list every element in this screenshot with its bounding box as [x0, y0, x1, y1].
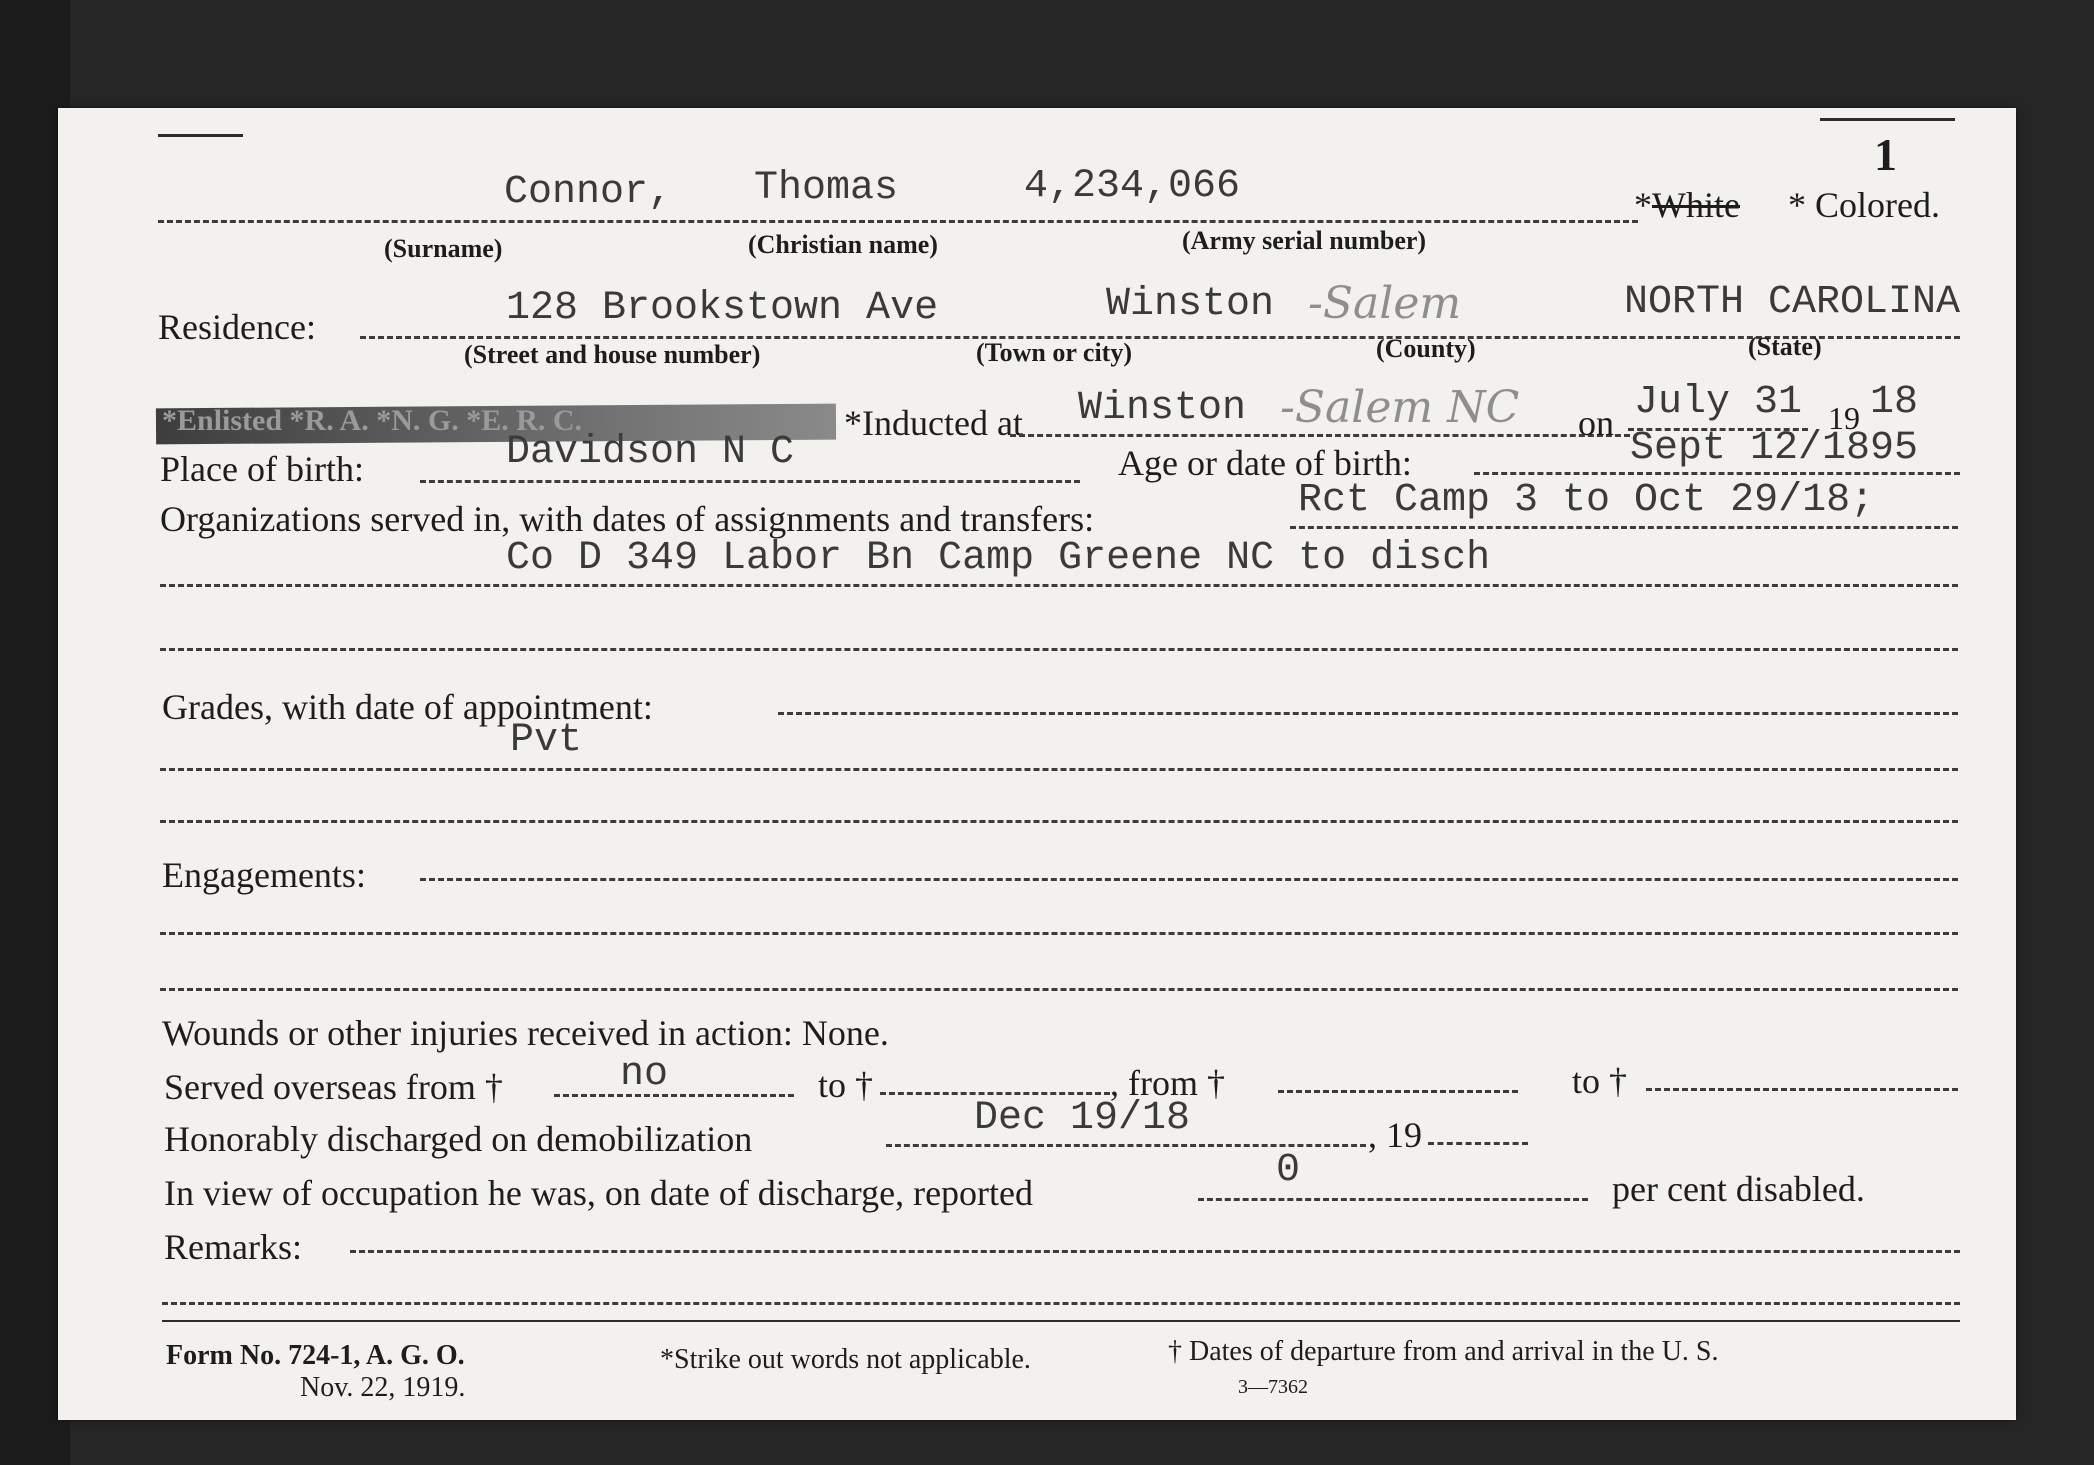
overseas-to2-label: to †: [1572, 1061, 1628, 1101]
engagements-line-2: [160, 932, 1958, 935]
discharge-year-line: [1428, 1142, 1528, 1145]
engagements-line-3: [160, 988, 1958, 991]
christian-name-value: Thomas: [754, 166, 899, 211]
form-date: Nov. 22, 1919.: [300, 1372, 466, 1403]
disability-line: [1198, 1198, 1588, 1201]
race-white: *White: [1634, 185, 1740, 225]
overseas-to-line: [880, 1092, 1110, 1095]
induction-date: July 31: [1634, 380, 1803, 425]
induction-year-suffix: 18: [1870, 380, 1919, 425]
enlisted-options: *Enlisted *R. A. *N. G. *E. R. C.: [162, 404, 583, 437]
inducted-place-handwritten: -Salem NC: [1280, 382, 1520, 433]
organizations-value-1: Rct Camp 3 to Oct 29/18;: [1298, 478, 1875, 523]
organizations-line-2: [160, 584, 1958, 587]
organizations-value-2: Co D 349 Labor Bn Camp Greene NC to disch: [506, 536, 1491, 581]
residence-label: Residence:: [158, 307, 316, 347]
organizations-line-1: [1290, 526, 1958, 529]
footer-rule: [162, 1320, 1960, 1322]
surname-value: Connor,: [504, 170, 673, 215]
overseas-to2-line: [1646, 1088, 1958, 1091]
inducted-place-typed: Winston: [1078, 386, 1247, 431]
residence-street: 128 Brookstown Ave: [506, 286, 939, 331]
overseas-from2-label: , from †: [1110, 1063, 1225, 1103]
state-caption: (State): [1748, 332, 1822, 361]
strike-note: *Strike out words not applicable.: [660, 1344, 1031, 1375]
disability-value: 0: [1276, 1148, 1301, 1193]
disability-label: In view of occupation he was, on date of discharge, reported: [164, 1173, 1034, 1213]
induction-year-prefix: 19: [1828, 400, 1860, 436]
race-colored: * Colored.: [1788, 185, 1940, 225]
grades-label: Grades, with date of appointment:: [162, 687, 653, 727]
grades-line-3: [160, 820, 1958, 823]
service-record-card: [58, 108, 2016, 1420]
inducted-at-label: *Inducted at: [844, 403, 1023, 443]
residence-state: NORTH CAROLINA: [1624, 280, 1961, 325]
overseas-to-label: to †: [818, 1065, 874, 1105]
overseas-from-label: Served overseas from †: [164, 1067, 503, 1107]
grades-value: Pvt: [510, 718, 583, 763]
discharge-label: Honorably discharged on demobilization: [164, 1119, 753, 1159]
engagements-label: Engagements:: [162, 855, 366, 895]
place-of-birth-label: Place of birth:: [160, 449, 364, 489]
age-label: Age or date of birth:: [1118, 443, 1412, 483]
disability-suffix: per cent disabled.: [1612, 1169, 1865, 1209]
age-line: [1474, 472, 1960, 475]
on-label: on: [1578, 403, 1614, 443]
inducted-at-line: [1010, 434, 1630, 437]
town-caption: (Town or city): [976, 338, 1132, 367]
residence-line: [360, 336, 1960, 339]
discharge-date-line: [886, 1144, 1366, 1147]
discharge-date-value: Dec 19/18: [974, 1096, 1191, 1141]
discharge-year-label: , 19: [1368, 1115, 1422, 1155]
print-code: 3—7362: [1238, 1376, 1308, 1398]
date-of-birth-value: Sept 12/1895: [1630, 426, 1919, 471]
county-caption: (County): [1376, 334, 1476, 363]
wounds-label: Wounds or other injuries received in action: None.: [162, 1013, 889, 1053]
place-of-birth-value: Davidson N C: [506, 430, 795, 475]
street-caption: (Street and house number): [464, 340, 761, 369]
overseas-from2-line: [1278, 1090, 1518, 1093]
engagements-line-1: [420, 878, 1958, 881]
form-number: Form No. 724-1, A. G. O.: [166, 1340, 465, 1371]
name-line: [158, 220, 1638, 223]
organizations-label: Organizations served in, with dates of assignments and transfers:: [160, 499, 1095, 539]
residence-town-typed: Winston: [1106, 282, 1275, 327]
dates-note: † Dates of departure from and arrival in the U. S.: [1168, 1336, 1719, 1367]
top-left-rule: [158, 134, 243, 137]
overseas-from-line: [554, 1094, 794, 1097]
grades-line-1: [778, 712, 1958, 715]
top-right-rule: [1820, 118, 1955, 121]
remarks-line-1: [350, 1250, 1960, 1253]
residence-town-handwritten: -Salem: [1308, 278, 1462, 329]
surname-caption: (Surname): [384, 234, 503, 263]
christian-name-caption: (Christian name): [748, 230, 938, 259]
place-of-birth-line: [420, 480, 1080, 483]
serial-number-value: 4,234,066: [1024, 164, 1241, 209]
serial-number-caption: (Army serial number): [1182, 226, 1427, 255]
remarks-line-2: [162, 1302, 1960, 1305]
overseas-from-value: no: [620, 1052, 669, 1097]
grades-line-2: [160, 768, 1958, 771]
remarks-label: Remarks:: [164, 1227, 302, 1267]
card-number: 1: [1874, 129, 1897, 180]
organizations-line-3: [160, 648, 1958, 651]
